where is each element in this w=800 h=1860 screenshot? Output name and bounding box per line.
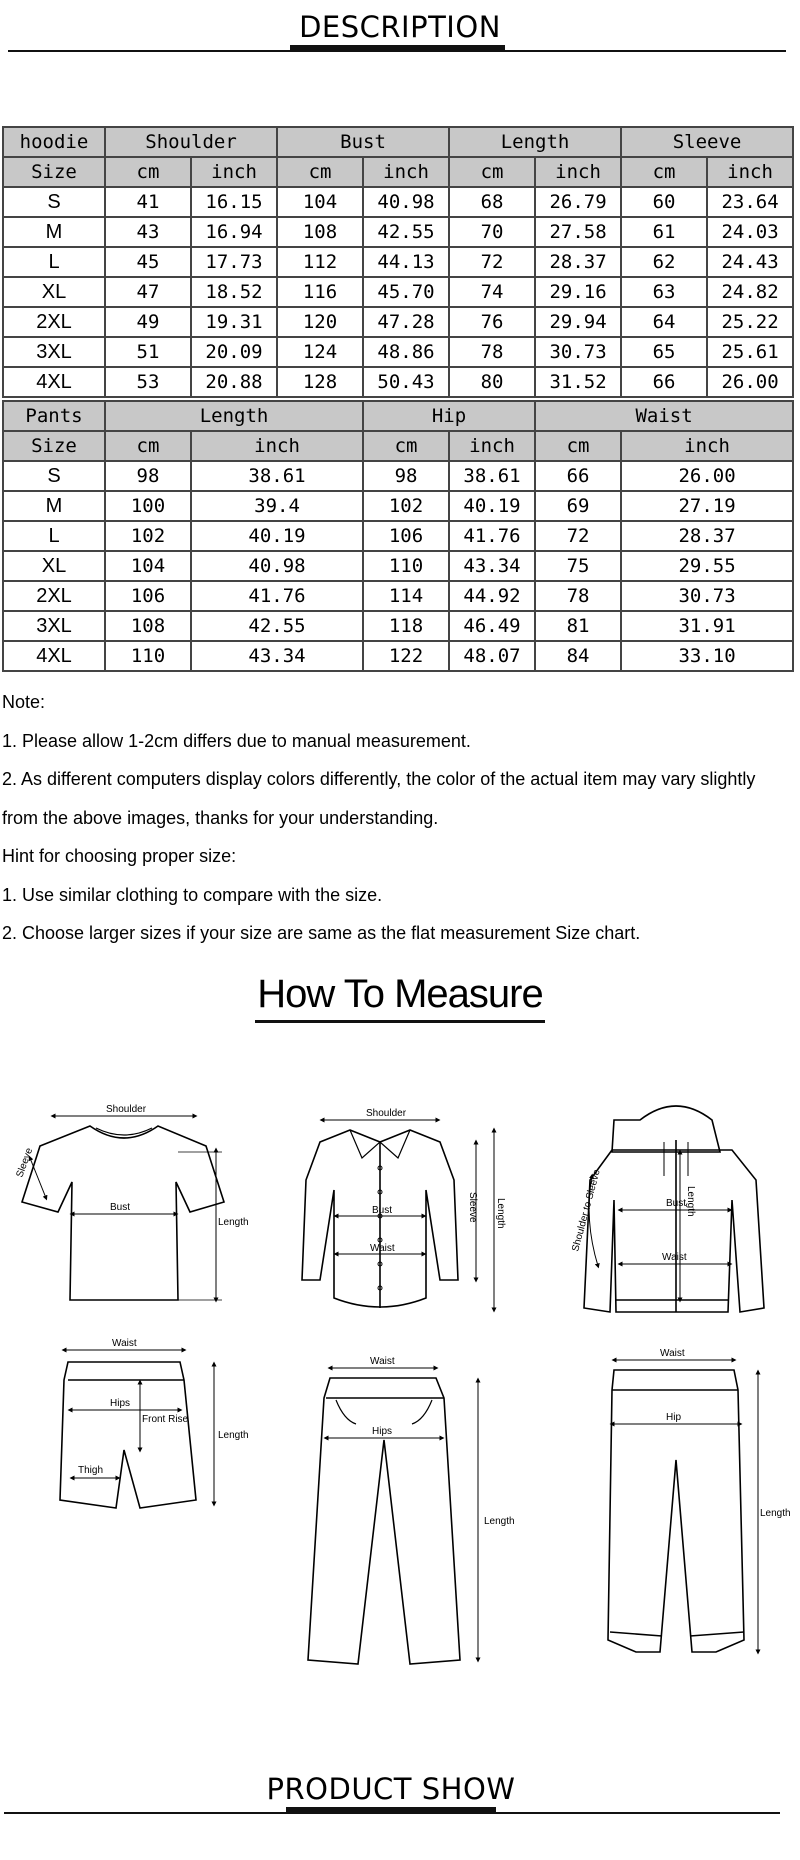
size-cell: S: [3, 187, 105, 217]
measurement-cell: 84: [535, 641, 621, 671]
table-row: [3, 581, 793, 611]
measurement-cell: 19.31: [191, 307, 277, 337]
measurement-cell: 24.03: [707, 217, 793, 247]
measurement-cell: 27.58: [535, 217, 621, 247]
measurement-cell: 18.52: [191, 277, 277, 307]
measurement-cell: 24.82: [707, 277, 793, 307]
hint-line: 1. Use similar clothing to compare with the size.: [2, 884, 383, 905]
measurement-cell: 65: [621, 337, 707, 367]
size-cell: L: [3, 521, 105, 551]
label-sleeve: Sleeve: [14, 1146, 36, 1180]
unit-header: inch: [363, 157, 449, 187]
measurement-cell: 48.86: [363, 337, 449, 367]
header-accent-bar: [290, 45, 505, 52]
note-line: from the above images, thanks for your understanding.: [2, 807, 439, 828]
measurement-cell: 23.64: [707, 187, 793, 217]
measurement-cell: 78: [535, 581, 621, 611]
measurement-cell: 106: [363, 521, 449, 551]
measurement-cell: 28.37: [535, 247, 621, 277]
measurement-cell: 46.49: [449, 611, 535, 641]
measurement-cell: 41.76: [191, 581, 363, 611]
label-waist: Waist: [112, 1338, 137, 1349]
size-cell: 3XL: [3, 337, 105, 367]
label-waist: Waist: [370, 1356, 395, 1367]
table-row: [3, 307, 793, 337]
table-header-row: [3, 401, 793, 431]
note-heading: Note:: [2, 692, 46, 712]
label-sleeve: Sleeve: [467, 1192, 478, 1223]
measurement-cell: 72: [449, 247, 535, 277]
measurement-cell: 44.92: [449, 581, 535, 611]
label-bust: Bust: [110, 1202, 131, 1213]
measurement-cell: 51: [105, 337, 191, 367]
size-column-header: Size: [3, 431, 105, 461]
column-group-header: Shoulder: [105, 127, 277, 157]
measurement-cell: 26.00: [621, 461, 793, 491]
size-cell: 3XL: [3, 611, 105, 641]
label-hip: Hip: [666, 1412, 682, 1423]
measurement-cell: 17.73: [191, 247, 277, 277]
measurement-cell: 20.09: [191, 337, 277, 367]
measurement-cell: 28.37: [621, 521, 793, 551]
measurement-cell: 110: [363, 551, 449, 581]
column-group-header: Sleeve: [621, 127, 793, 157]
measurement-cell: 33.10: [621, 641, 793, 671]
unit-header: cm: [277, 157, 363, 187]
measurement-cell: 40.98: [191, 551, 363, 581]
table-row: [3, 551, 793, 581]
measurement-cell: 76: [449, 307, 535, 337]
unit-header: cm: [105, 157, 191, 187]
notes-section: [2, 683, 792, 953]
table-row: [3, 277, 793, 307]
size-cell: S: [3, 461, 105, 491]
pants-size-table: [2, 400, 794, 672]
measurement-cell: 38.61: [191, 461, 363, 491]
size-cell: 2XL: [3, 581, 105, 611]
measurement-cell: 104: [277, 187, 363, 217]
size-cell: XL: [3, 277, 105, 307]
measurement-cell: 122: [363, 641, 449, 671]
measurement-cell: 104: [105, 551, 191, 581]
measurement-cell: 43.34: [191, 641, 363, 671]
size-column-header: Size: [3, 157, 105, 187]
label-shoulder: Shoulder: [366, 1108, 407, 1119]
note-line: 1. Please allow 1-2cm differs due to manual measurement.: [2, 730, 471, 751]
unit-header: inch: [621, 431, 793, 461]
label-waist: Waist: [370, 1243, 395, 1254]
measurement-cell: 74: [449, 277, 535, 307]
table-header-row: [3, 127, 793, 157]
column-group-header: Bust: [277, 127, 449, 157]
size-cell: 4XL: [3, 367, 105, 397]
label-bust: Bust: [666, 1198, 687, 1209]
measurement-cell: 106: [105, 581, 191, 611]
table-group-label: Pants: [3, 401, 105, 431]
measurement-cell: 43.34: [449, 551, 535, 581]
table-row: [3, 611, 793, 641]
measurement-cell: 47.28: [363, 307, 449, 337]
label-waist: Waist: [662, 1252, 687, 1263]
measurement-cell: 44.13: [363, 247, 449, 277]
measurement-cell: 27.19: [621, 491, 793, 521]
product-show-header: [0, 1762, 800, 1822]
measurement-cell: 70: [449, 217, 535, 247]
measurement-cell: 100: [105, 491, 191, 521]
column-group-header: Waist: [535, 401, 793, 431]
measurement-cell: 49: [105, 307, 191, 337]
label-length: Length: [760, 1508, 791, 1519]
measurement-cell: 40.98: [363, 187, 449, 217]
measurement-cell: 16.94: [191, 217, 277, 247]
unit-header: inch: [707, 157, 793, 187]
how-to-measure-heading: [0, 972, 800, 1017]
table-row: [3, 247, 793, 277]
measurement-cell: 102: [363, 491, 449, 521]
measurement-cell: 40.19: [449, 491, 535, 521]
label-length: Length: [218, 1430, 249, 1441]
measurement-cell: 16.15: [191, 187, 277, 217]
measurement-cell: 69: [535, 491, 621, 521]
measurement-cell: 25.22: [707, 307, 793, 337]
measurement-cell: 30.73: [535, 337, 621, 367]
measurement-cell: 78: [449, 337, 535, 367]
measurement-cell: 42.55: [191, 611, 363, 641]
measurement-cell: 31.91: [621, 611, 793, 641]
measurement-cell: 29.16: [535, 277, 621, 307]
measurement-cell: 63: [621, 277, 707, 307]
measurement-cell: 41: [105, 187, 191, 217]
table-row: [3, 521, 793, 551]
description-title: DESCRIPTION: [299, 10, 501, 44]
label-waist: Waist: [660, 1348, 685, 1359]
measurement-cell: 43: [105, 217, 191, 247]
measurement-cell: 66: [535, 461, 621, 491]
hint-line: 2. Choose larger sizes if your size are same as the flat measurement Size chart.: [2, 923, 641, 943]
hint-heading: Hint for choosing proper size:: [2, 846, 237, 866]
measurement-cell: 38.61: [449, 461, 535, 491]
label-length: Length: [685, 1186, 696, 1217]
label-length: Length: [495, 1198, 506, 1229]
measurement-cell: 60: [621, 187, 707, 217]
measurement-cell: 40.19: [191, 521, 363, 551]
measurement-cell: 75: [535, 551, 621, 581]
measurement-cell: 72: [535, 521, 621, 551]
product-show-title: PRODUCT SHOW: [266, 1772, 516, 1806]
measurement-cell: 114: [363, 581, 449, 611]
joggers-diagram: [608, 1360, 758, 1652]
column-group-header: Length: [449, 127, 621, 157]
unit-header: cm: [449, 157, 535, 187]
shorts-diagram: [60, 1350, 214, 1508]
measurement-cell: 45: [105, 247, 191, 277]
measurement-cell: 45.70: [363, 277, 449, 307]
measurement-cell: 24.43: [707, 247, 793, 277]
label-length: Length: [484, 1516, 515, 1527]
measurement-cell: 31.52: [535, 367, 621, 397]
table-row: [3, 217, 793, 247]
table-unit-row: [3, 431, 793, 461]
size-cell: L: [3, 247, 105, 277]
measurement-cell: 116: [277, 277, 363, 307]
unit-header: cm: [105, 431, 191, 461]
measurement-cell: 29.55: [621, 551, 793, 581]
unit-header: cm: [621, 157, 707, 187]
label-hips: Hips: [110, 1398, 131, 1409]
table-group-label: hoodie: [3, 127, 105, 157]
label-length: Length: [218, 1217, 249, 1228]
table-row: [3, 187, 793, 217]
measurement-cell: 29.94: [535, 307, 621, 337]
label-front-rise: Front Rise: [142, 1414, 189, 1425]
measurement-cell: 112: [277, 247, 363, 277]
label-thigh: Thigh: [78, 1465, 104, 1476]
measurement-cell: 66: [621, 367, 707, 397]
description-header: [0, 0, 800, 60]
table-unit-row: [3, 157, 793, 187]
measurement-cell: 26.00: [707, 367, 793, 397]
measurement-cell: 42.55: [363, 217, 449, 247]
label-hips: Hips: [372, 1426, 393, 1437]
measurement-cell: 64: [621, 307, 707, 337]
hoodie-diagram: [584, 1106, 764, 1312]
how-to-measure-title: How To Measure: [255, 972, 544, 1023]
table-row: [3, 491, 793, 521]
table-row: [3, 461, 793, 491]
measurement-cell: 120: [277, 307, 363, 337]
measurement-cell: 128: [277, 367, 363, 397]
unit-header: inch: [449, 431, 535, 461]
measurement-cell: 102: [105, 521, 191, 551]
label-shoulder-to-sleeve: Shoulder to Sleeve: [570, 1168, 603, 1253]
size-cell: M: [3, 217, 105, 247]
measurement-cell: 98: [363, 461, 449, 491]
measurement-cell: 39.4: [191, 491, 363, 521]
label-bust: Bust: [372, 1205, 393, 1216]
measurement-cell: 41.76: [449, 521, 535, 551]
measurement-cell: 108: [105, 611, 191, 641]
unit-header: inch: [191, 157, 277, 187]
size-cell: 4XL: [3, 641, 105, 671]
measurement-cell: 98: [105, 461, 191, 491]
unit-header: inch: [191, 431, 363, 461]
size-cell: 2XL: [3, 307, 105, 337]
measurement-diagrams: [0, 1080, 800, 1700]
measurement-cell: 30.73: [621, 581, 793, 611]
column-group-header: Hip: [363, 401, 535, 431]
measurement-cell: 80: [449, 367, 535, 397]
size-cell: M: [3, 491, 105, 521]
unit-header: cm: [363, 431, 449, 461]
measurement-cell: 124: [277, 337, 363, 367]
measurement-cell: 68: [449, 187, 535, 217]
measurement-cell: 47: [105, 277, 191, 307]
size-cell: XL: [3, 551, 105, 581]
measurement-cell: 25.61: [707, 337, 793, 367]
measurement-cell: 108: [277, 217, 363, 247]
pants-diagram: [308, 1368, 478, 1664]
label-shoulder: Shoulder: [106, 1104, 147, 1115]
measurement-cell: 53: [105, 367, 191, 397]
measurement-cell: 110: [105, 641, 191, 671]
measurement-cell: 48.07: [449, 641, 535, 671]
unit-header: cm: [535, 431, 621, 461]
hoodie-size-table: [2, 126, 794, 398]
measurement-cell: 61: [621, 217, 707, 247]
table-row: [3, 367, 793, 397]
table-row: [3, 641, 793, 671]
note-line: 2. As different computers display colors differently, the color of the actual item may vary slightly: [2, 769, 756, 789]
unit-header: inch: [535, 157, 621, 187]
measurement-cell: 20.88: [191, 367, 277, 397]
table-row: [3, 337, 793, 367]
header-accent-bar: [286, 1807, 496, 1814]
measurement-cell: 81: [535, 611, 621, 641]
measurement-cell: 62: [621, 247, 707, 277]
column-group-header: Length: [105, 401, 363, 431]
measurement-cell: 50.43: [363, 367, 449, 397]
measurement-cell: 26.79: [535, 187, 621, 217]
measurement-cell: 118: [363, 611, 449, 641]
shirt-diagram: [302, 1120, 494, 1310]
